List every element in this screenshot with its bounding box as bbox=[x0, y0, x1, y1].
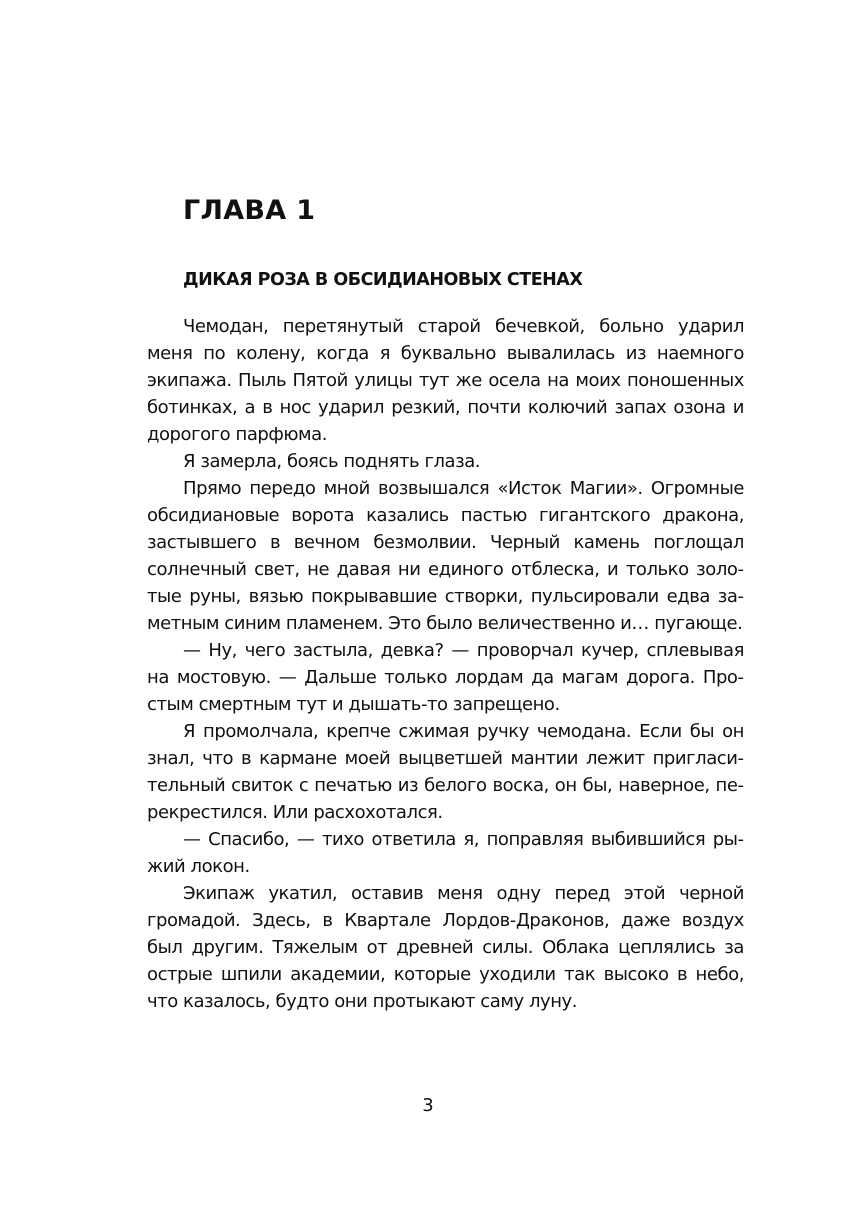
paragraph: Я промолчала, крепче сжимая ручку чемодана. Если бы он знал, что в кармане моей выцветшей мантии лежит пригласительный свиток с печатью из белого воска, он бы, наверное, перекрестился. Или расхохотался. bbox=[147, 721, 744, 823]
paragraph: Чемодан, перетянутый старой бечевкой, больно ударил меня по колену, когда я буквально вывалилась из наемного экипажа. Пыль Пятой улицы тут же осела на моих поношенных ботинках, а в нос ударил резкий, почти колючий запах озона и дорогого парфюма. bbox=[147, 316, 744, 445]
paragraph: Я замерла, боясь поднять глаза. bbox=[183, 451, 481, 472]
paragraph: Прямо передо мной возвышался «Исток Магии». Огромные обсидиановые ворота казались пастью гигантского дракона, застывшего в вечном безмолвии. Черный камень поглощал солнечный свет, не давая ни единого отблеска, и только золотые руны, вязью покрывавшие створки, пульсировали едва заметным синим пламенем. Это было величественно и… пугающе. bbox=[147, 478, 744, 634]
chapter-subtitle: ДИКАЯ РОЗА В ОБСИДИАНОВЫХ СТЕНАХ bbox=[183, 270, 583, 290]
chapter-title: ГЛАВА 1 bbox=[183, 195, 316, 226]
paragraph: Экипаж укатил, оставив меня одну перед этой черной громадой. Здесь, в Квартале Лордов-Драконов, даже воздух был другим. Тяжелым от древней силы. Облака цеплялись за острые шпили академии, которые уходили так высоко в небо, что казалось, будто они протыкают саму луну. bbox=[147, 883, 744, 1012]
body-text bbox=[147, 313, 744, 1015]
paragraph: — Ну, чего застыла, девка? — проворчал кучер, сплевывая на мостовую. — Дальше только лордам да магам дорога. Простым смертным тут и дышать-то запрещено. bbox=[147, 640, 744, 715]
page-number: 3 bbox=[422, 1095, 434, 1116]
paragraph: — Спасибо, — тихо ответила я, поправляя выбившийся рыжий локон. bbox=[147, 829, 744, 877]
